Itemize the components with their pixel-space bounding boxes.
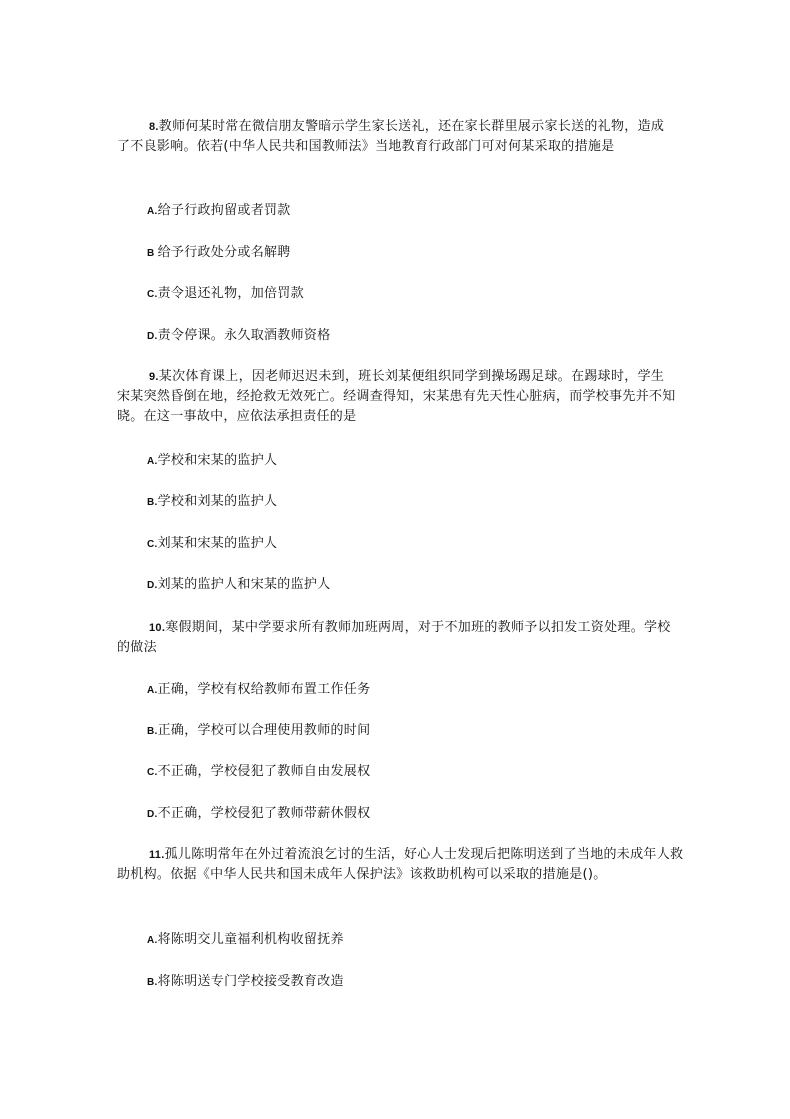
option-text: 正确，学校可以合理使用教师的时间	[157, 723, 371, 738]
question-text: 寒假期间，某中学要求所有教师加班两周，对于不加班的教师予以扣发工资处理。学校的做法	[117, 620, 671, 655]
option-text: 学校和宋某的监护人	[157, 453, 278, 468]
question-11-option-a	[147, 930, 344, 951]
question-10-stem	[117, 618, 677, 658]
option-label: A.	[147, 935, 158, 946]
option-label: D.	[147, 331, 158, 342]
option-label: B	[147, 248, 158, 259]
question-number: 9.	[149, 371, 159, 383]
question-10-option-d	[147, 804, 370, 825]
option-text: 学校和刘某的监护人	[157, 494, 278, 509]
question-9-option-b	[147, 492, 277, 513]
question-10-option-c	[147, 762, 370, 783]
option-label: C.	[147, 767, 158, 778]
option-text: 将陈明交儿童福利机构收留抚养	[157, 932, 344, 947]
option-text: 给子行政拘留或者罚款	[157, 203, 291, 218]
option-text: 正确，学校有权给教师布置工作任务	[157, 682, 371, 697]
question-8-option-a	[147, 201, 291, 222]
option-label: A.	[147, 685, 158, 696]
option-text: 责令停课。永久取酒教师资格	[157, 328, 331, 343]
option-label: D.	[147, 580, 158, 591]
question-11-stem	[117, 845, 687, 885]
option-text: 给予行政处分或名解聘	[157, 245, 291, 260]
question-9-option-c	[147, 534, 277, 555]
question-text: 孤儿陈明常年在外过着流浪乞讨的生活，好心人士发现后把陈明送到了当地的未成年人救助机构。依据《中华人民共和国未成年人保护法》该救助机构可以采取的措施是()。	[117, 847, 684, 882]
question-9-option-a	[147, 451, 277, 472]
option-text: 将陈明送专门学校接受教育改造	[157, 974, 344, 989]
option-label: C.	[147, 539, 158, 550]
option-text: 不正确，学校侵犯了教师自由发展权	[157, 764, 371, 779]
question-number: 10.	[149, 622, 166, 634]
option-label: B.	[147, 977, 158, 988]
option-label: A.	[147, 456, 158, 467]
option-text: 责令退还礼物，加倍罚款	[157, 286, 304, 301]
option-text: 刘某和宋某的监护人	[157, 536, 278, 551]
question-9-option-d	[147, 575, 331, 596]
question-text: 教师何某时常在微信朋友警暗示学生家长送礼，还在家长群里展示家长送的礼物，造成了不良影响。依若(中华人民共和国教师法》当地教育行政部门可对何某采取的措施是	[117, 119, 665, 154]
option-text: 刘某的监护人和宋某的监护人	[157, 577, 331, 592]
question-number: 11.	[149, 849, 165, 861]
question-9-stem	[117, 367, 677, 427]
question-8-stem	[117, 117, 677, 157]
question-8-option-c	[147, 284, 304, 305]
option-label: A.	[147, 206, 158, 217]
question-8-option-d	[147, 326, 331, 347]
option-label: B.	[147, 726, 158, 737]
question-number: 8.	[149, 121, 159, 133]
question-10-option-a	[147, 680, 370, 701]
option-label: C.	[147, 289, 158, 300]
question-8-option-b	[147, 243, 291, 264]
option-label: D.	[147, 809, 158, 820]
question-10-option-b	[147, 721, 370, 742]
option-label: B.	[147, 497, 158, 508]
question-11-option-b	[147, 972, 344, 993]
question-text: 某次体育课上，因老师迟迟未到，班长刘某便组织同学到操场踢足球。在踢球时，学生宋某突然昏倒在地，经抢救无效死亡。经调查得知，宋某患有先天性心脏病，而学校事先并不知晓。在这一事故中，应依法承担责任的是	[117, 369, 676, 424]
option-text: 不正确，学校侵犯了教师带薪休假权	[157, 806, 371, 821]
